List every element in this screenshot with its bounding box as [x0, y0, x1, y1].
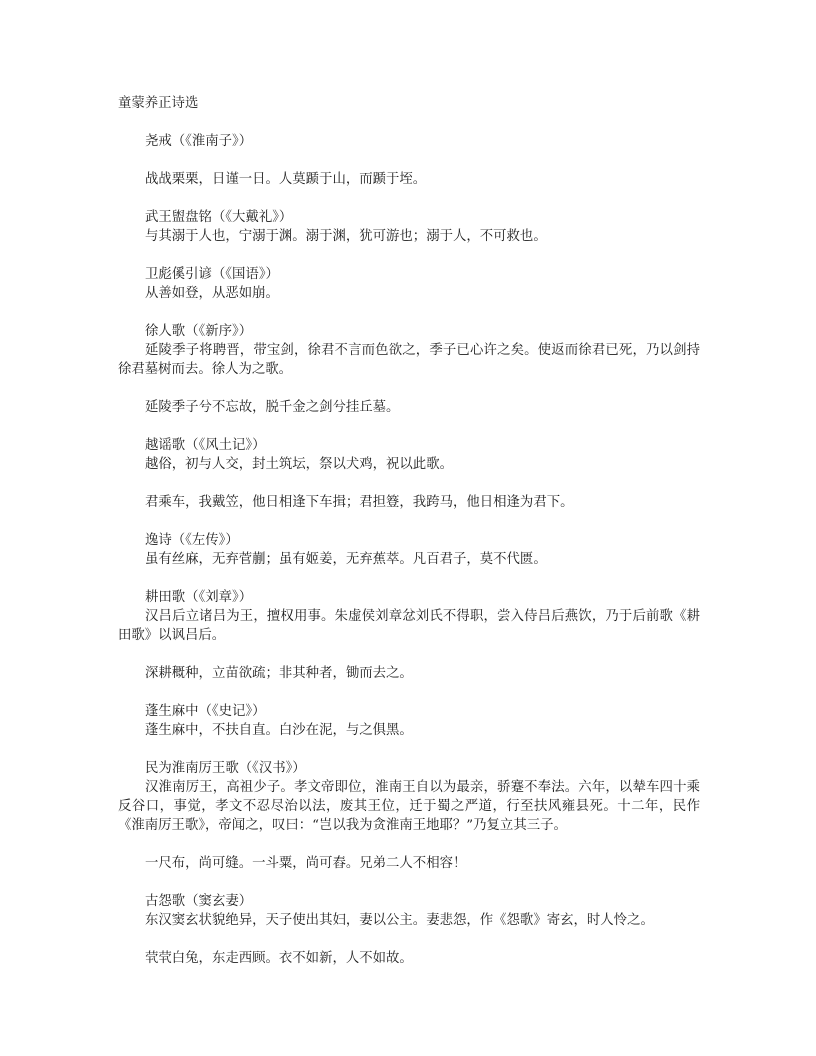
- poem-section: [118, 436, 700, 512]
- poem-section: [118, 588, 700, 683]
- section-title: 越谣歌（《风土记》）: [145, 438, 266, 453]
- document-title: 童蒙养正诗选: [118, 96, 199, 111]
- poem-section: [118, 132, 700, 189]
- poem-section: [118, 322, 700, 417]
- poem-section: [118, 531, 700, 569]
- section-intro: 汉吕后立诸吕为王，擅权用事。朱虚侯刘章忿刘氏不得职，尝入侍吕后燕饮，乃于后前歌《耕田歌》以讽吕后。: [118, 609, 700, 643]
- section-title: 卫彪傒引谚（《国语》）: [145, 267, 279, 282]
- section-intro: 东汉窦玄状貌绝异，天子使出其妇，妻以公主。妻悲怨，作《怨歌》寄玄，时人怜之。: [145, 913, 654, 928]
- poem-verse: 茕茕白兔，东走西顾。衣不如新，人不如故。: [145, 951, 413, 966]
- section-intro: 越俗，初与人交，封土筑坛，祭以犬鸡，祝以此歌。: [145, 457, 453, 472]
- poem-section: [118, 265, 700, 303]
- spacer: [118, 512, 700, 531]
- spacer: [118, 246, 700, 265]
- spacer: [118, 683, 700, 702]
- poem-section: [118, 702, 700, 740]
- spacer: [118, 930, 700, 949]
- spacer: [118, 645, 700, 664]
- spacer: [118, 417, 700, 436]
- section-title: 徐人歌（《新序》）: [145, 324, 253, 339]
- poem-verse: 战战栗栗，日谨一日。人莫踬于山，而踬于垤。: [145, 172, 427, 187]
- spacer: [118, 474, 700, 493]
- spacer: [118, 740, 700, 759]
- spacer: [118, 569, 700, 588]
- section-title: 尧戒（《淮南子》）: [145, 134, 253, 149]
- section-title: 耕田歌（《刘章》）: [145, 590, 253, 605]
- poem-verse: 一尺布，尚可缝。一斗粟，尚可舂。兄弟二人不相容！: [145, 856, 467, 871]
- section-intro: 从善如登，从恶如崩。: [145, 286, 279, 301]
- section-intro: 虽有丝麻，无弃菅蒯；虽有姬姜，无弃蕉萃。凡百君子，莫不代匮。: [145, 552, 547, 567]
- poem-verse: 君乘车，我戴笠，他日相逢下车揖；君担簦，我跨马，他日相逢为君下。: [145, 495, 574, 510]
- section-intro: 与其溺于人也，宁溺于渊。溺于渊，犹可游也；溺于人，不可救也。: [145, 229, 547, 244]
- poem-section: [118, 208, 700, 246]
- spacer: [118, 113, 700, 132]
- section-intro: 蓬生麻中，不扶自直。白沙在泥，与之俱黑。: [145, 723, 413, 738]
- section-intro: 汉淮南厉王，高祖少子。孝文帝即位，淮南王自以为最亲，骄蹇不奉法。六年，以辇车四十乘反谷口，事觉，孝文不忍尽治以法，废其王位，迁于蜀之严道，行至扶风雍县死。十二年，民作《淮南厉王歌》，帝闻之，叹曰：“岂以我为贪淮南王地耶？”乃复立其三子。: [118, 780, 700, 833]
- poem-verse: 延陵季子兮不忘故，脱千金之剑兮挂丘墓。: [145, 400, 400, 415]
- poem-verse: 深耕穊种，立苗欲疏；非其种者，锄而去之。: [145, 666, 413, 681]
- poem-section: [118, 759, 700, 873]
- spacer: [118, 189, 700, 208]
- document-page: [118, 94, 700, 968]
- spacer: [118, 835, 700, 854]
- spacer: [118, 873, 700, 892]
- section-title: 蓬生麻中（《史记》）: [145, 704, 266, 719]
- spacer: [118, 379, 700, 398]
- poem-section: [118, 892, 700, 968]
- section-title: 逸诗（《左传》）: [145, 533, 239, 548]
- spacer: [118, 151, 700, 170]
- section-title: 武王盥盘铭（《大戴礼》）: [145, 210, 293, 225]
- section-title: 古怨歌（窦玄妻）: [145, 894, 253, 909]
- section-title: 民为淮南厉王歌（《汉书》）: [145, 761, 306, 776]
- spacer: [118, 303, 700, 322]
- section-intro: 延陵季子将聘晋，带宝剑，徐君不言而色欲之，季子已心许之矣。使返而徐君已死，乃以剑持徐君墓树而去。徐人为之歌。: [118, 343, 700, 377]
